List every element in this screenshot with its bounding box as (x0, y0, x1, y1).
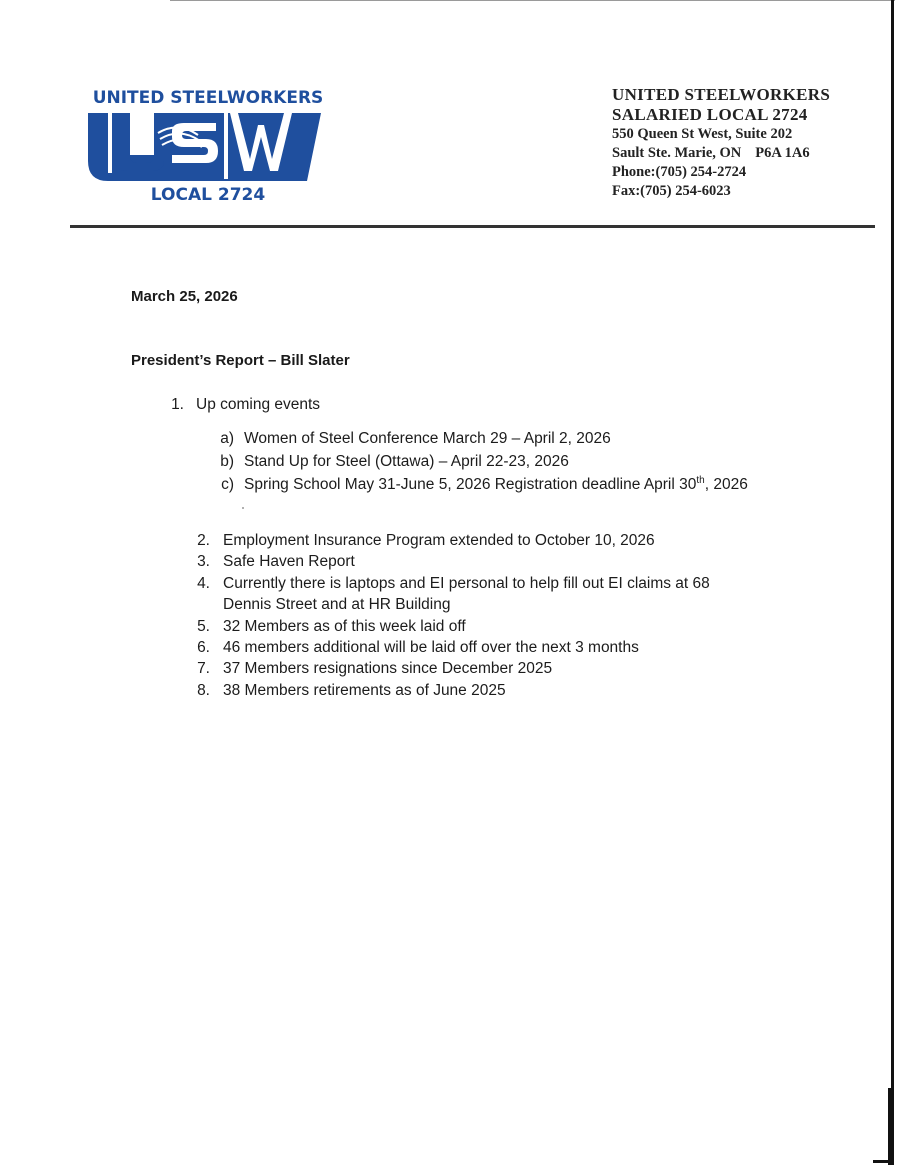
list-item-text: Up coming events (196, 396, 321, 413)
sub-item-text-main: Spring School May 31-June 5, 2026 Registration deadline April 30 (244, 476, 697, 493)
logo-top-text: UNITED STEELWORKERS (92, 88, 324, 108)
sub-item-text: Women of Steel Conference March 29 – April 2, 2026 (244, 430, 611, 447)
list-item-text: 38 Members retirements as of June 2025 (223, 682, 506, 699)
list-item-number: 7. (197, 660, 210, 677)
list-item-text: Currently there is laptops and EI personal to help fill out EI claims at 68 (223, 575, 710, 592)
list-item-number: 6. (197, 639, 210, 656)
letterhead-address (612, 85, 872, 201)
street-address: 550 Queen St West, Suite 202 (612, 126, 793, 142)
list-item-text: 32 Members as of this week laid off (223, 618, 466, 635)
sub-item-text: Stand Up for Steel (Ottawa) – April 22-23, 2026 (244, 453, 569, 470)
scan-edge-corner (873, 1160, 894, 1163)
city: Sault Ste. Marie, ON (612, 145, 742, 161)
sub-item-text (244, 476, 748, 494)
postal-code: P6A 1A6 (755, 145, 810, 161)
usw-logo (88, 86, 328, 210)
list-item-text: Employment Insurance Program extended to October 10, 2026 (223, 532, 655, 549)
fax: Fax:(705) 254-6023 (612, 183, 731, 199)
list-item-number: 8. (197, 682, 210, 699)
list-item-number: 2. (197, 532, 210, 549)
org-name: UNITED STEELWORKERS (612, 85, 831, 104)
city-line (612, 144, 872, 163)
header-divider (70, 225, 875, 228)
list-item-number: 1. (171, 396, 184, 413)
ordinal-suffix: th (696, 474, 705, 486)
sub-item-letter: c) (221, 476, 234, 493)
logo-bottom-text: LOCAL 2724 (150, 185, 266, 205)
scan-edge-top (170, 0, 895, 1)
list-item-text: 46 members additional will be laid off over the next 3 months (223, 639, 639, 656)
sub-item-text-end: , 2026 (704, 476, 748, 493)
sub-item-letter: b) (220, 453, 234, 470)
scan-edge-right (891, 0, 894, 1165)
list-item-number: 5. (197, 618, 210, 635)
scan-speck (242, 507, 244, 509)
scan-edge-right-lower (888, 1088, 894, 1165)
usw-mark-icon (88, 111, 328, 183)
report-title: President’s Report – Bill Slater (131, 352, 350, 369)
list-item-number: 4. (197, 575, 210, 592)
local-name: SALARIED LOCAL 2724 (612, 105, 808, 124)
list-item-number: 3. (197, 553, 210, 570)
list-item-text: 37 Members resignations since December 2025 (223, 660, 553, 677)
letter-date: March 25, 2026 (131, 288, 238, 305)
phone: Phone:(705) 254-2724 (612, 164, 747, 180)
list-item-text: Safe Haven Report (223, 553, 355, 570)
sub-item-letter: a) (220, 430, 234, 447)
list-item-text-continued: Dennis Street and at HR Building (223, 596, 451, 613)
